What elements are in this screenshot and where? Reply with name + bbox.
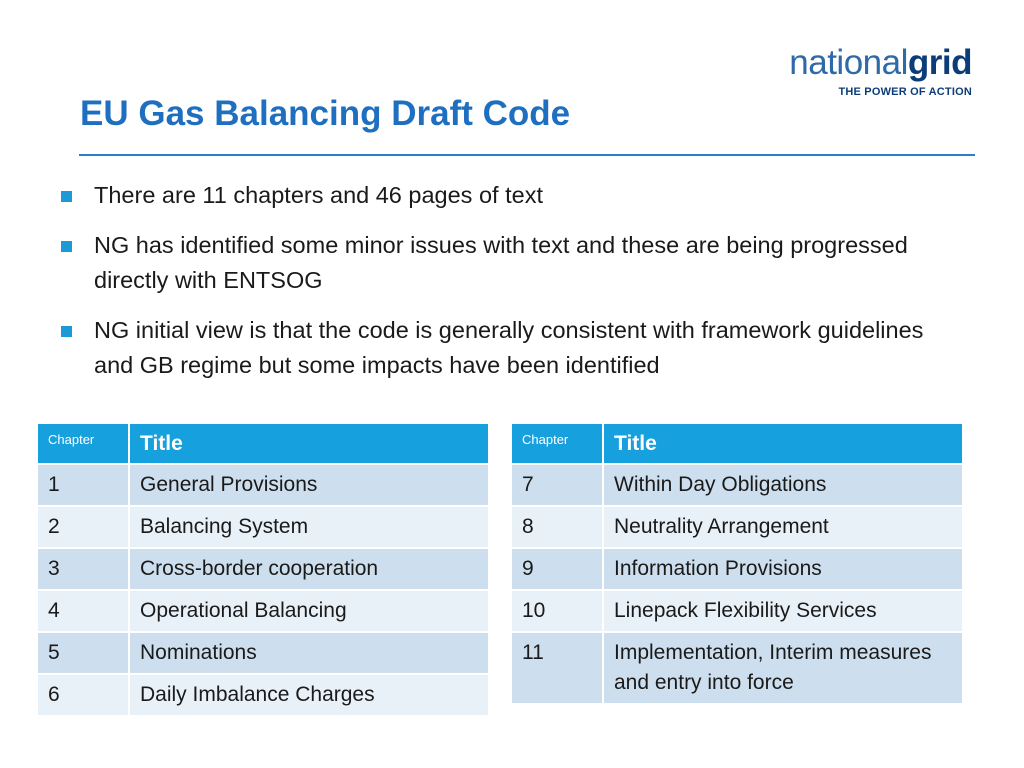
square-bullet-icon (61, 191, 72, 202)
logo-word-light: national (789, 43, 908, 82)
chapter-title: Linepack Flexibility Services (604, 591, 964, 633)
chapter-title: Information Provisions (604, 549, 964, 591)
chapter-number: 7 (512, 465, 604, 507)
chapter-title: Operational Balancing (130, 591, 490, 633)
chapter-number: 4 (38, 591, 130, 633)
table-header-row (512, 424, 964, 465)
table-row (38, 591, 490, 633)
table-row (38, 549, 490, 591)
chapter-number: 8 (512, 507, 604, 549)
logo-wordmark (789, 44, 972, 82)
chapter-title: Implementation, Interim measures and entry into force (604, 633, 964, 705)
title-divider (79, 154, 975, 156)
header-title: Title (604, 424, 964, 465)
chapter-title: Nominations (130, 633, 490, 675)
header-chapter: Chapter (38, 424, 130, 465)
table-row (512, 465, 964, 507)
chapter-title: Daily Imbalance Charges (130, 675, 490, 717)
table-row (512, 633, 964, 705)
bullet-item (60, 228, 960, 298)
chapter-number: 9 (512, 549, 604, 591)
table-row (38, 633, 490, 675)
chapter-title: Cross-border cooperation (130, 549, 490, 591)
table-header-row (38, 424, 490, 465)
square-bullet-icon (61, 241, 72, 252)
bullet-text: NG has identified some minor issues with text and these are being progressed directly with ENTSOG (94, 232, 908, 293)
chapters-table-left (38, 424, 490, 717)
bullet-text: NG initial view is that the code is generally consistent with framework guidelines and GB regime but some impacts have been identified (94, 317, 924, 378)
chapters-table-right (512, 424, 964, 705)
chapter-number: 6 (38, 675, 130, 717)
chapter-number: 11 (512, 633, 604, 705)
chapter-title: Neutrality Arrangement (604, 507, 964, 549)
table-row (512, 591, 964, 633)
slide-title: EU Gas Balancing Draft Code (80, 94, 571, 133)
logo-tagline: THE POWER OF ACTION (838, 86, 972, 98)
chapter-number: 5 (38, 633, 130, 675)
bullet-item (60, 313, 960, 383)
chapter-number: 10 (512, 591, 604, 633)
chapter-number: 1 (38, 465, 130, 507)
table-row (38, 507, 490, 549)
square-bullet-icon (61, 326, 72, 337)
chapter-number: 2 (38, 507, 130, 549)
table-row (512, 507, 964, 549)
table-row (38, 465, 490, 507)
header-title: Title (130, 424, 490, 465)
bullet-list (60, 178, 960, 398)
header-chapter: Chapter (512, 424, 604, 465)
chapter-title: Within Day Obligations (604, 465, 964, 507)
chapter-number: 3 (38, 549, 130, 591)
chapter-title: Balancing System (130, 507, 490, 549)
chapter-title: General Provisions (130, 465, 490, 507)
table-row (38, 675, 490, 717)
bullet-item (60, 178, 960, 213)
logo-word-bold: grid (907, 43, 972, 82)
national-grid-logo (789, 44, 972, 98)
table-row (512, 549, 964, 591)
bullet-text: There are 11 chapters and 46 pages of text (94, 182, 543, 208)
